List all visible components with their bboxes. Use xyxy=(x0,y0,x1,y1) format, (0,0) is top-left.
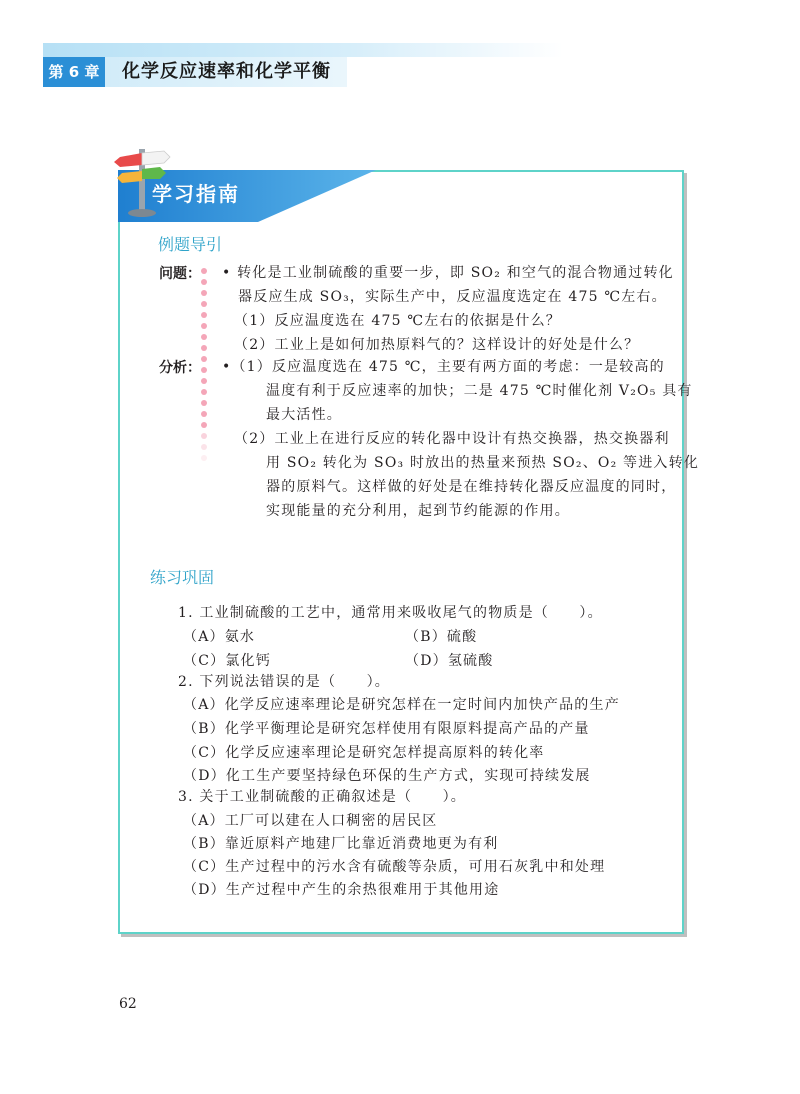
practice-option: （C）氯化钙 xyxy=(183,653,271,669)
practice-option: （C）化学反应速率理论是研究怎样提高原料的转化率 xyxy=(183,745,545,761)
analysis-line: •（1）反应温度选在 475 ℃，主要有两方面的考虑：一是较高的 xyxy=(222,359,665,375)
example-section-heading: 例题导引 xyxy=(158,235,223,254)
question-line: 器反应生成 SO₃，实际生产中，反应温度选定在 475 ℃左右。 xyxy=(238,289,667,305)
analysis-line: 最大活性。 xyxy=(266,407,342,423)
practice-option: （D）氢硫酸 xyxy=(405,653,494,669)
practice-section-heading: 练习巩固 xyxy=(150,568,215,587)
practice-option: （D）化工生产要坚持绿色环保的生产方式，实现可持续发展 xyxy=(183,768,591,784)
analysis-line: 温度有利于反应速率的加快；二是 475 ℃时催化剂 V₂O₅ 具有 xyxy=(266,383,693,399)
practice-option: （C）生产过程中的污水含有硫酸等杂质，可用石灰乳中和处理 xyxy=(183,859,606,875)
practice-question-2: 2. 下列说法错误的是（ ）。 xyxy=(178,674,391,690)
question-line: （2）工业上是如何加热原料气的？这样设计的好处是什么？ xyxy=(234,337,640,353)
practice-option: （A）化学反应速率理论是研究怎样在一定时间内加快产品的生产 xyxy=(183,697,620,713)
chapter-header-band xyxy=(43,43,563,57)
page-number: 62 xyxy=(119,996,137,1012)
decorative-dot-column xyxy=(201,268,209,483)
practice-option: （B）化学平衡理论是研究怎样使用有限原料提高产品的产量 xyxy=(183,721,590,737)
analysis-line: 实现能量的充分利用，起到节约能源的作用。 xyxy=(266,503,570,519)
practice-option: （A）工厂可以建在人口稠密的居民区 xyxy=(183,813,438,829)
practice-option: （D）生产过程中产生的余热很难用于其他用途 xyxy=(183,882,500,898)
analysis-line: （2）工业上在进行反应的转化器中设计有热交换器，热交换器利 xyxy=(234,431,670,447)
practice-option: （B）靠近原料产地建厂比靠近消费地更为有利 xyxy=(183,836,499,852)
study-guide-title: 学习指南 xyxy=(152,182,240,206)
question-line: • 转化是工业制硫酸的重要一步，即 SO₂ 和空气的混合物通过转化 xyxy=(222,265,674,281)
chapter-number-tab: 第 6 章 xyxy=(43,57,105,87)
question-line: （1）反应温度选在 475 ℃左右的依据是什么？ xyxy=(234,313,561,329)
question-label: 问题： xyxy=(159,266,201,282)
analysis-line: 器的原料气。这样做的好处是在维持转化器反应温度的同时， xyxy=(266,479,677,495)
practice-question-3: 3. 关于工业制硫酸的正确叙述是（ ）。 xyxy=(178,789,467,805)
practice-option: （B）硫酸 xyxy=(405,629,478,645)
analysis-line: 用 SO₂ 转化为 SO₃ 时放出的热量来预热 SO₂、O₂ 等进入转化 xyxy=(266,455,700,471)
chapter-title: 化学反应速率和化学平衡 xyxy=(122,61,331,82)
practice-option: （A）氨水 xyxy=(183,629,256,645)
practice-question-1: 1. 工业制硫酸的工艺中，通常用来吸收尾气的物质是（ ）。 xyxy=(178,605,603,621)
analysis-label: 分析： xyxy=(159,360,201,376)
